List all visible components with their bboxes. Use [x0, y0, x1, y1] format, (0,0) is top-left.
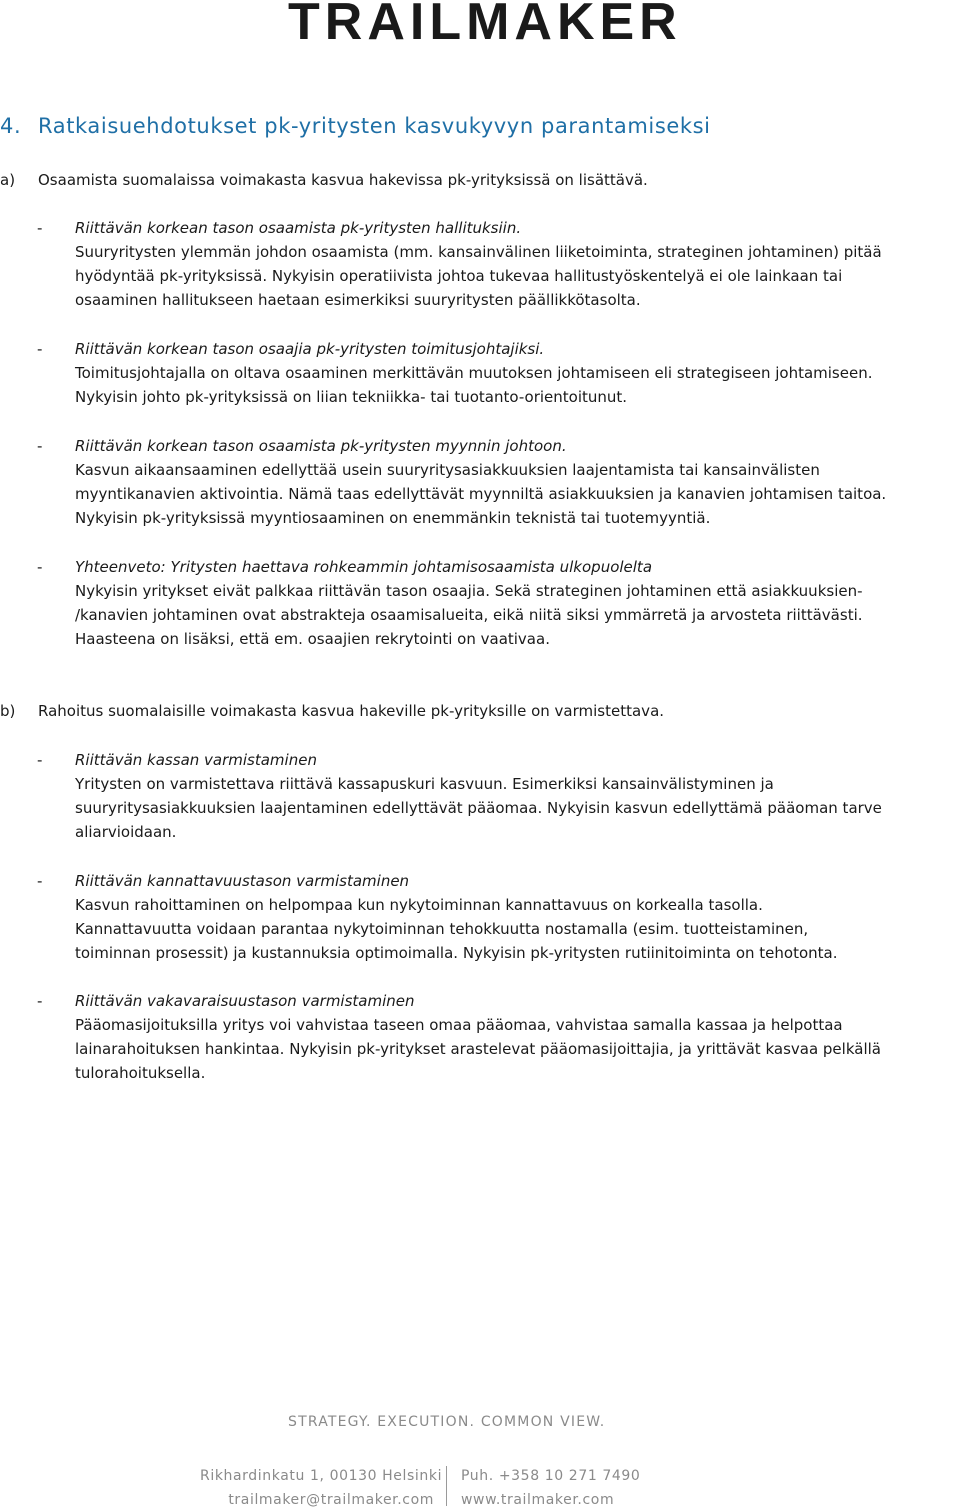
paragraph-text: Yritysten on varmistettava riittävä kassapuskuri kasvuun. Esimerkiksi kansainvälistyminen ja	[75, 775, 774, 793]
paragraph-text: suuryritysasiakkuuksien laajentaminen edellyttävät pääomaa. Nykyisin kasvun edellyttämä pääoman tarve	[75, 799, 882, 817]
bullet-dash: -	[37, 558, 43, 576]
section-a-title-text: Osaamista suomalaissa voimakasta kasvua hakevissa pk-yrityksissä on lisättävä.	[38, 171, 648, 189]
footer-contact-right	[461, 1464, 640, 1512]
section-b-label: b)	[0, 702, 16, 720]
bullet-title-text: Riittävän kassan varmistaminen	[75, 751, 317, 769]
footer-divider	[446, 1466, 447, 1506]
paragraph-text: myyntikanavien aktivointia. Nämä taas edellyttävät myynniltä asiakkuuksien ja kanavien johtamisen taitoa.	[75, 485, 887, 503]
bullet-title-text: Riittävän korkean tason osaamista pk-yritysten hallituksiin.	[75, 219, 522, 237]
section-a-title	[0, 168, 648, 192]
paragraph-text: Kasvun aikaansaaminen edellyttää usein suuryritysasiakkuuksien laajentamista tai kansainvälisten	[75, 461, 820, 479]
bullet-dash: -	[37, 751, 43, 769]
footer-website-link[interactable]: www.trailmaker.com	[461, 1492, 615, 1508]
bullet-dash: -	[37, 437, 43, 455]
footer-email-link[interactable]: trailmaker@trailmaker.com	[228, 1492, 434, 1508]
paragraph-text: hyödyntää pk-yrityksissä. Nykyisin operatiivista johtoa tukevaa hallitustyöskentelyä ei ole lainkaan tai	[75, 267, 843, 285]
bullet-dash: -	[37, 340, 43, 358]
bullet-title-text: Riittävän korkean tason osaajia pk-yritysten toimitusjohtajiksi.	[75, 340, 545, 358]
bullet-title-text: Riittävän kannattavuustason varmistaminen	[75, 872, 410, 890]
paragraph-text: aliarvioidaan.	[75, 823, 177, 841]
paragraph-text: Nykyisin pk-yrityksissä myyntiosaaminen on enemmänkin teknistä tai tuotemyyntiä.	[75, 509, 711, 527]
bullet-title-text: Yhteenveto: Yritysten haettava rohkeammin johtamisosaamista ulkopuolelta	[75, 558, 653, 576]
section-b-title-text: Rahoitus suomalaisille voimakasta kasvua hakeville pk-yrityksille on varmistettava.	[38, 702, 665, 720]
heading-title: Ratkaisuehdotukset pk-yritysten kasvukyvyn parantamiseksi	[38, 114, 711, 138]
paragraph-text: Nykyisin johto pk-yrityksissä on liian tekniikka- tai tuotanto-orientoitunut.	[75, 388, 628, 406]
paragraph-text: toiminnan prosessit) ja kustannuksia optimoimalla. Nykyisin pk-yritysten rutiinitoiminta on tehotonta.	[75, 944, 838, 962]
bullet-title-text: Riittävän vakavaraisuustason varmistaminen	[75, 992, 415, 1010]
paragraph-text: lainarahoituksen hankintaa. Nykyisin pk-yritykset arastelevat pääomasijoittajia, ja yrittävät kasvaa pelkällä	[75, 1040, 881, 1058]
paragraph-text: /kanavien johtaminen ovat abstrakteja osaamisalueita, eikä niitä siksi ymmärretä ja arvosteta riittävästi.	[75, 606, 863, 624]
section-b-title	[0, 699, 664, 723]
heading-number: 4.	[0, 114, 22, 138]
section-a-label: a)	[0, 171, 16, 189]
footer-phone: Puh. +358 10 271 7490	[461, 1468, 641, 1484]
bullet-dash: -	[37, 992, 43, 1010]
paragraph-text: Toimitusjohtajalla on oltava osaaminen merkittävän muutoksen johtamiseen eli strategiseen johtamiseen.	[75, 364, 873, 382]
bullet-title-text: Riittävän korkean tason osaamista pk-yritysten myynnin johtoon.	[75, 437, 567, 455]
paragraph-text: Haasteena on lisäksi, että em. osaajien rekrytointi on vaativaa.	[75, 630, 550, 648]
paragraph-text: Suuryritysten ylemmän johdon osaamista (mm. kansainvälinen liiketoiminta, strateginen johtaminen) pitää	[75, 243, 882, 261]
paragraph-text: Kasvun rahoittaminen on helpompaa kun nykytoiminnan kannattavuus on korkealla tasolla.	[75, 896, 763, 914]
company-logo: TRAILMAKER	[288, 0, 682, 51]
bullet-dash: -	[37, 219, 43, 237]
footer-contact-left	[200, 1464, 443, 1512]
paragraph-text: osaaminen hallitukseen haetaan esimerkiksi suuryritysten päällikkötasolta.	[75, 291, 641, 309]
paragraph-text: Kannattavuutta voidaan parantaa nykytoiminnan tehokkuutta nostamalla (esim. tuotteistaminen,	[75, 920, 809, 938]
footer-address: Rikhardinkatu 1, 00130 Helsinki	[200, 1468, 443, 1484]
footer-slogan: STRATEGY. EXECUTION. COMMON VIEW.	[288, 1414, 606, 1430]
bullet-dash: -	[37, 872, 43, 890]
paragraph-text: tulorahoituksella.	[75, 1064, 206, 1082]
paragraph-text: Pääomasijoituksilla yritys voi vahvistaa taseen omaa pääomaa, vahvistaa samalla kassaa ja helpottaa	[75, 1016, 843, 1034]
paragraph-text: Nykyisin yritykset eivät palkkaa riittävän tason osaajia. Sekä strateginen johtaminen että asiakkuuksien-	[75, 582, 863, 600]
section-heading	[0, 114, 711, 138]
